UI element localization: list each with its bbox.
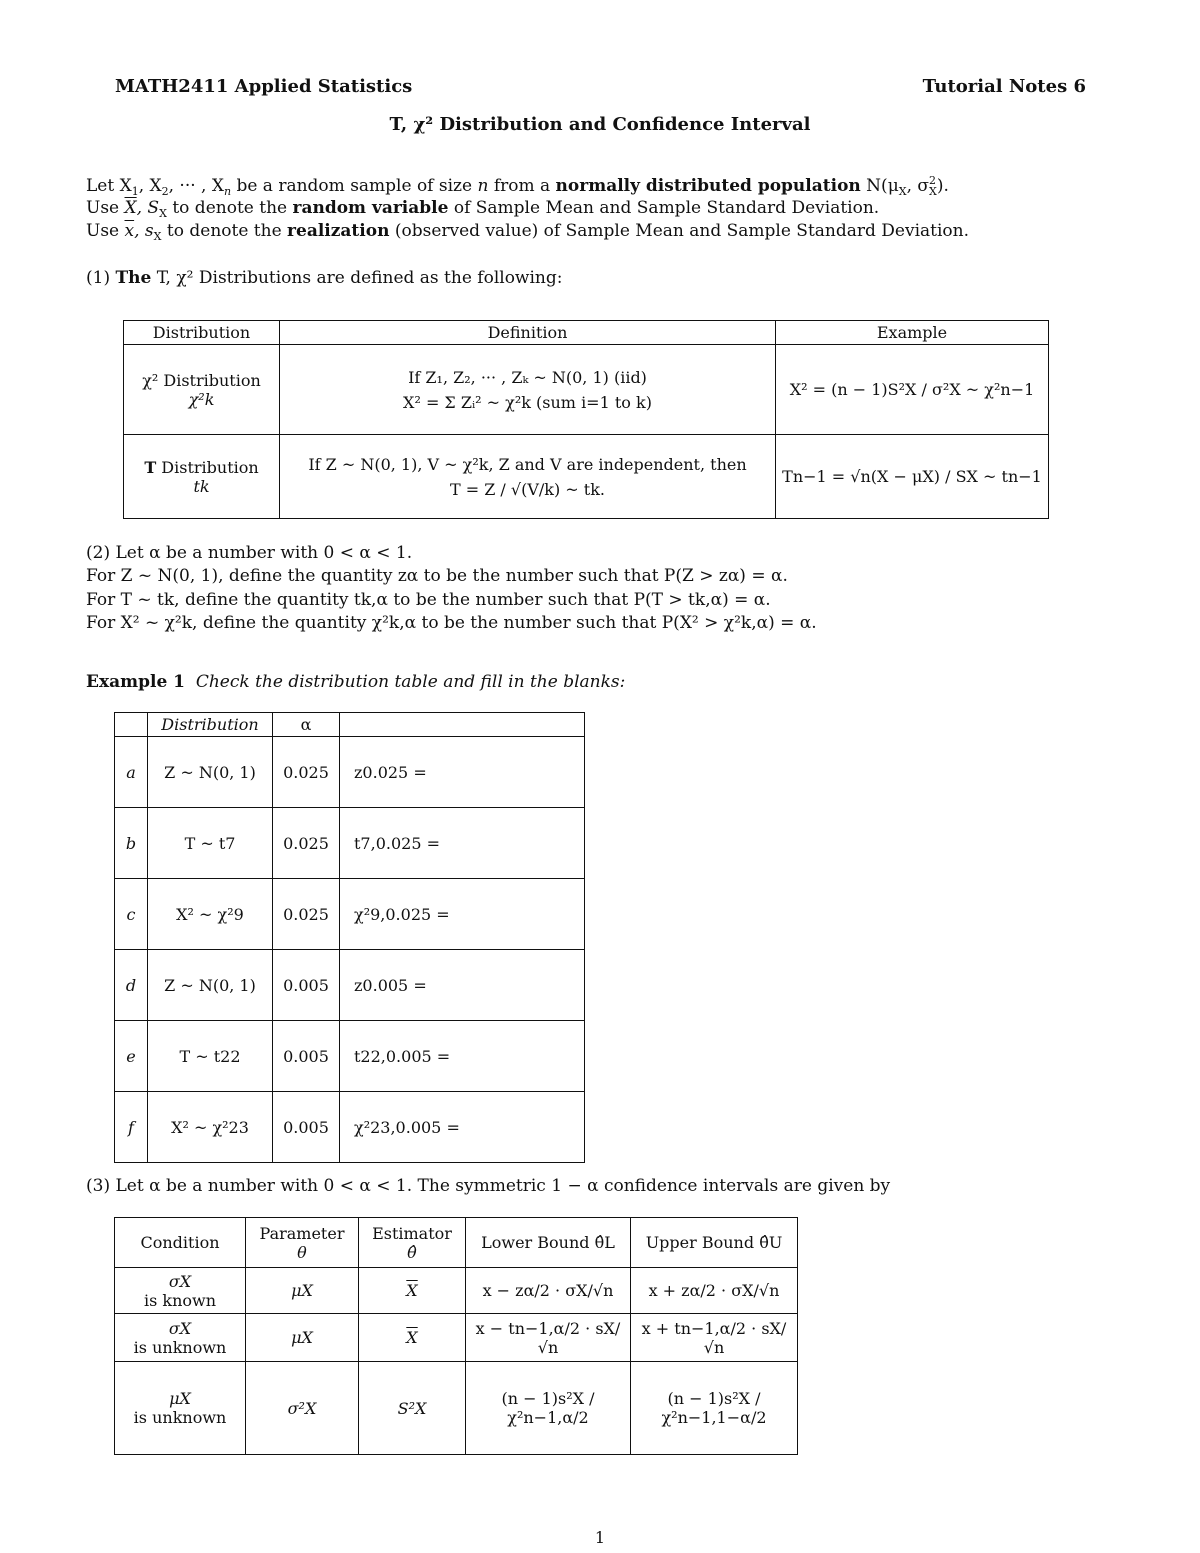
page-title: T, χ² Distribution and Confidence Interval (389, 114, 811, 135)
chi-square-distribution-cell (124, 345, 280, 435)
example1-label: Example 1 (86, 672, 186, 692)
section2-line-1: (2) Let α be a number with 0 < α < 1. (86, 543, 413, 563)
ci-condition-text: is known (143, 1290, 217, 1310)
ci-col-upper: Upper Bound θ̂U (631, 1218, 798, 1268)
table-row (115, 808, 585, 879)
row-blank-answer[interactable]: χ²23,0.005 = (340, 1092, 585, 1163)
example1-heading (86, 672, 625, 692)
t-definition-cell (280, 435, 776, 519)
chi-symbol: χ²k (188, 389, 215, 409)
row-distribution: X² ~ χ²23 (148, 1092, 273, 1163)
row-id: b (115, 808, 148, 879)
ci-estimator: S²X (359, 1362, 466, 1455)
intro-line-3: Use $\overline{x}$, $s_X$ to denote the realization (observed value) of Sample Mean and Sample Standard Deviation. (86, 221, 970, 243)
ci-condition-symbol: σX (168, 1271, 192, 1291)
section3-heading: (3) Let α be a number with 0 < α < 1. The symmetric 1 − α confidence intervals are given by (86, 1176, 891, 1196)
ex-col-alpha: α (273, 713, 340, 737)
ci-condition-symbol: σX (168, 1318, 192, 1338)
chi-square-example-cell: X² = (n − 1)S²X / σ²X ~ χ²n−1 (776, 345, 1049, 435)
chi-def-line-2: X² = Σ Zᵢ² ~ χ²k (sum i=1 to k) (403, 392, 652, 412)
row-id: c (115, 879, 148, 950)
row-alpha: 0.005 (273, 1021, 340, 1092)
row-distribution: Z ~ N(0, 1) (148, 950, 273, 1021)
row-blank-answer[interactable]: z0.025 = (340, 737, 585, 808)
ex-col-distribution: Distribution (148, 713, 273, 737)
chi-square-definition-cell (280, 345, 776, 435)
ci-upper-bound: x + zα/2 · σX/√n (631, 1268, 798, 1314)
t-name: Distribution (156, 457, 259, 477)
t-symbol: tk (193, 476, 210, 496)
ci-col-estimator-label: Estimator (372, 1223, 452, 1243)
ci-condition (115, 1268, 246, 1314)
row-alpha: 0.005 (273, 950, 340, 1021)
col-header-example: Example (776, 321, 1049, 345)
intro-line-2: Use $\overline{X}$, $S_X$ to denote the random variable of Sample Mean and Sample Standard Deviation. (86, 198, 880, 220)
ci-parameter: σ²X (246, 1362, 359, 1455)
ci-condition-symbol: μX (169, 1389, 191, 1408)
ci-estimator: $\overline{X}$ (359, 1314, 466, 1362)
row-distribution: T ~ t22 (148, 1021, 273, 1092)
notes-number: Tutorial Notes 6 (922, 76, 1086, 97)
row-distribution: T ~ t7 (148, 808, 273, 879)
row-alpha: 0.025 (273, 737, 340, 808)
chi-def-line-1: If Z₁, Z₂, ··· , Zₖ ~ N(0, 1) (iid) (408, 367, 647, 387)
table-row (115, 1362, 798, 1455)
ci-col-estimator-symbol: θ̂ (407, 1242, 417, 1262)
chi-name: χ² Distribution (142, 370, 261, 390)
t-name-bold: T (144, 457, 157, 477)
section2-line-3: For T ~ tk, define the quantity tk,α to be the number such that P(T > tk,α) = α. (86, 590, 771, 610)
ci-upper-bound: x + tn−1,α/2 · sX/√n (631, 1314, 798, 1362)
row-alpha: 0.025 (273, 808, 340, 879)
section2-line-2: For Z ~ N(0, 1), define the quantity zα to be the number such that P(Z > zα) = α. (86, 566, 788, 586)
row-blank-answer[interactable]: t22,0.005 = (340, 1021, 585, 1092)
table-row (115, 879, 585, 950)
ci-condition-text: is unknown (133, 1337, 227, 1357)
ci-col-estimator (359, 1218, 466, 1268)
t-distribution-cell (124, 435, 280, 519)
table-row (115, 1092, 585, 1163)
example1-instruction: Check the distribution table and fill in the blanks: (195, 672, 626, 692)
row-id: d (115, 950, 148, 1021)
ci-condition (115, 1314, 246, 1362)
ex-col-answer (340, 713, 585, 737)
row-alpha: 0.025 (273, 879, 340, 950)
row-distribution: Z ~ N(0, 1) (148, 737, 273, 808)
row-id: e (115, 1021, 148, 1092)
section2-line-4: For X² ~ χ²k, define the quantity χ²k,α to be the number such that P(X² > χ²k,α) = α. (86, 613, 817, 633)
ci-col-parameter (246, 1218, 359, 1268)
t-example-cell: Tn−1 = √n(X − μX) / SX ~ tn−1 (776, 435, 1049, 519)
row-id: f (115, 1092, 148, 1163)
ci-condition (115, 1362, 246, 1455)
row-blank-answer[interactable]: z0.005 = (340, 950, 585, 1021)
table-row (115, 1268, 798, 1314)
course-title: MATH2411 Applied Statistics (115, 76, 413, 97)
ci-parameter: μX (246, 1314, 359, 1362)
ci-col-condition: Condition (115, 1218, 246, 1268)
row-blank-answer[interactable]: t7,0.025 = (340, 808, 585, 879)
row-distribution: X² ~ χ²9 (148, 879, 273, 950)
ci-lower-bound: (n − 1)s²X / χ²n−1,α/2 (466, 1362, 631, 1455)
t-def-line-1: If Z ~ N(0, 1), V ~ χ²k, Z and V are independent, then (308, 454, 747, 474)
ci-upper-bound: (n − 1)s²X / χ²n−1,1−α/2 (631, 1362, 798, 1455)
ex-header-blank (115, 713, 148, 737)
table-row (115, 737, 585, 808)
col-header-definition: Definition (280, 321, 776, 345)
ci-col-lower: Lower Bound θ̂L (466, 1218, 631, 1268)
table-row (115, 1314, 798, 1362)
example1-table (114, 712, 585, 1163)
ci-condition-text: is unknown (133, 1408, 227, 1427)
ci-lower-bound: x − tn−1,α/2 · sX/√n (466, 1314, 631, 1362)
page-number: 1 (594, 1528, 606, 1547)
ci-col-parameter-symbol: θ (297, 1242, 307, 1262)
ci-estimator: $\overline{X}$ (359, 1268, 466, 1314)
distribution-definitions-table (123, 320, 1049, 519)
section1-heading: (1) The T, χ² Distributions are defined as the following: (86, 268, 563, 288)
ci-col-parameter-label: Parameter (259, 1223, 345, 1243)
table-row (115, 1021, 585, 1092)
row-alpha: 0.005 (273, 1092, 340, 1163)
col-header-distribution: Distribution (124, 321, 280, 345)
ci-lower-bound: x − zα/2 · σX/√n (466, 1268, 631, 1314)
table-row (115, 950, 585, 1021)
t-def-line-2: T = Z / √(V/k) ~ tk. (449, 479, 606, 499)
row-id: a (115, 737, 148, 808)
confidence-interval-table (114, 1217, 798, 1455)
intro-line-1: Let $X_1$, $X_2$, ··· , $X_n$ be a random sample of size n from a normally distributed population $N(\mu_X$, $\sigma^2_X$). (86, 174, 949, 198)
ci-parameter: μX (246, 1268, 359, 1314)
row-blank-answer[interactable]: χ²9,0.025 = (340, 879, 585, 950)
